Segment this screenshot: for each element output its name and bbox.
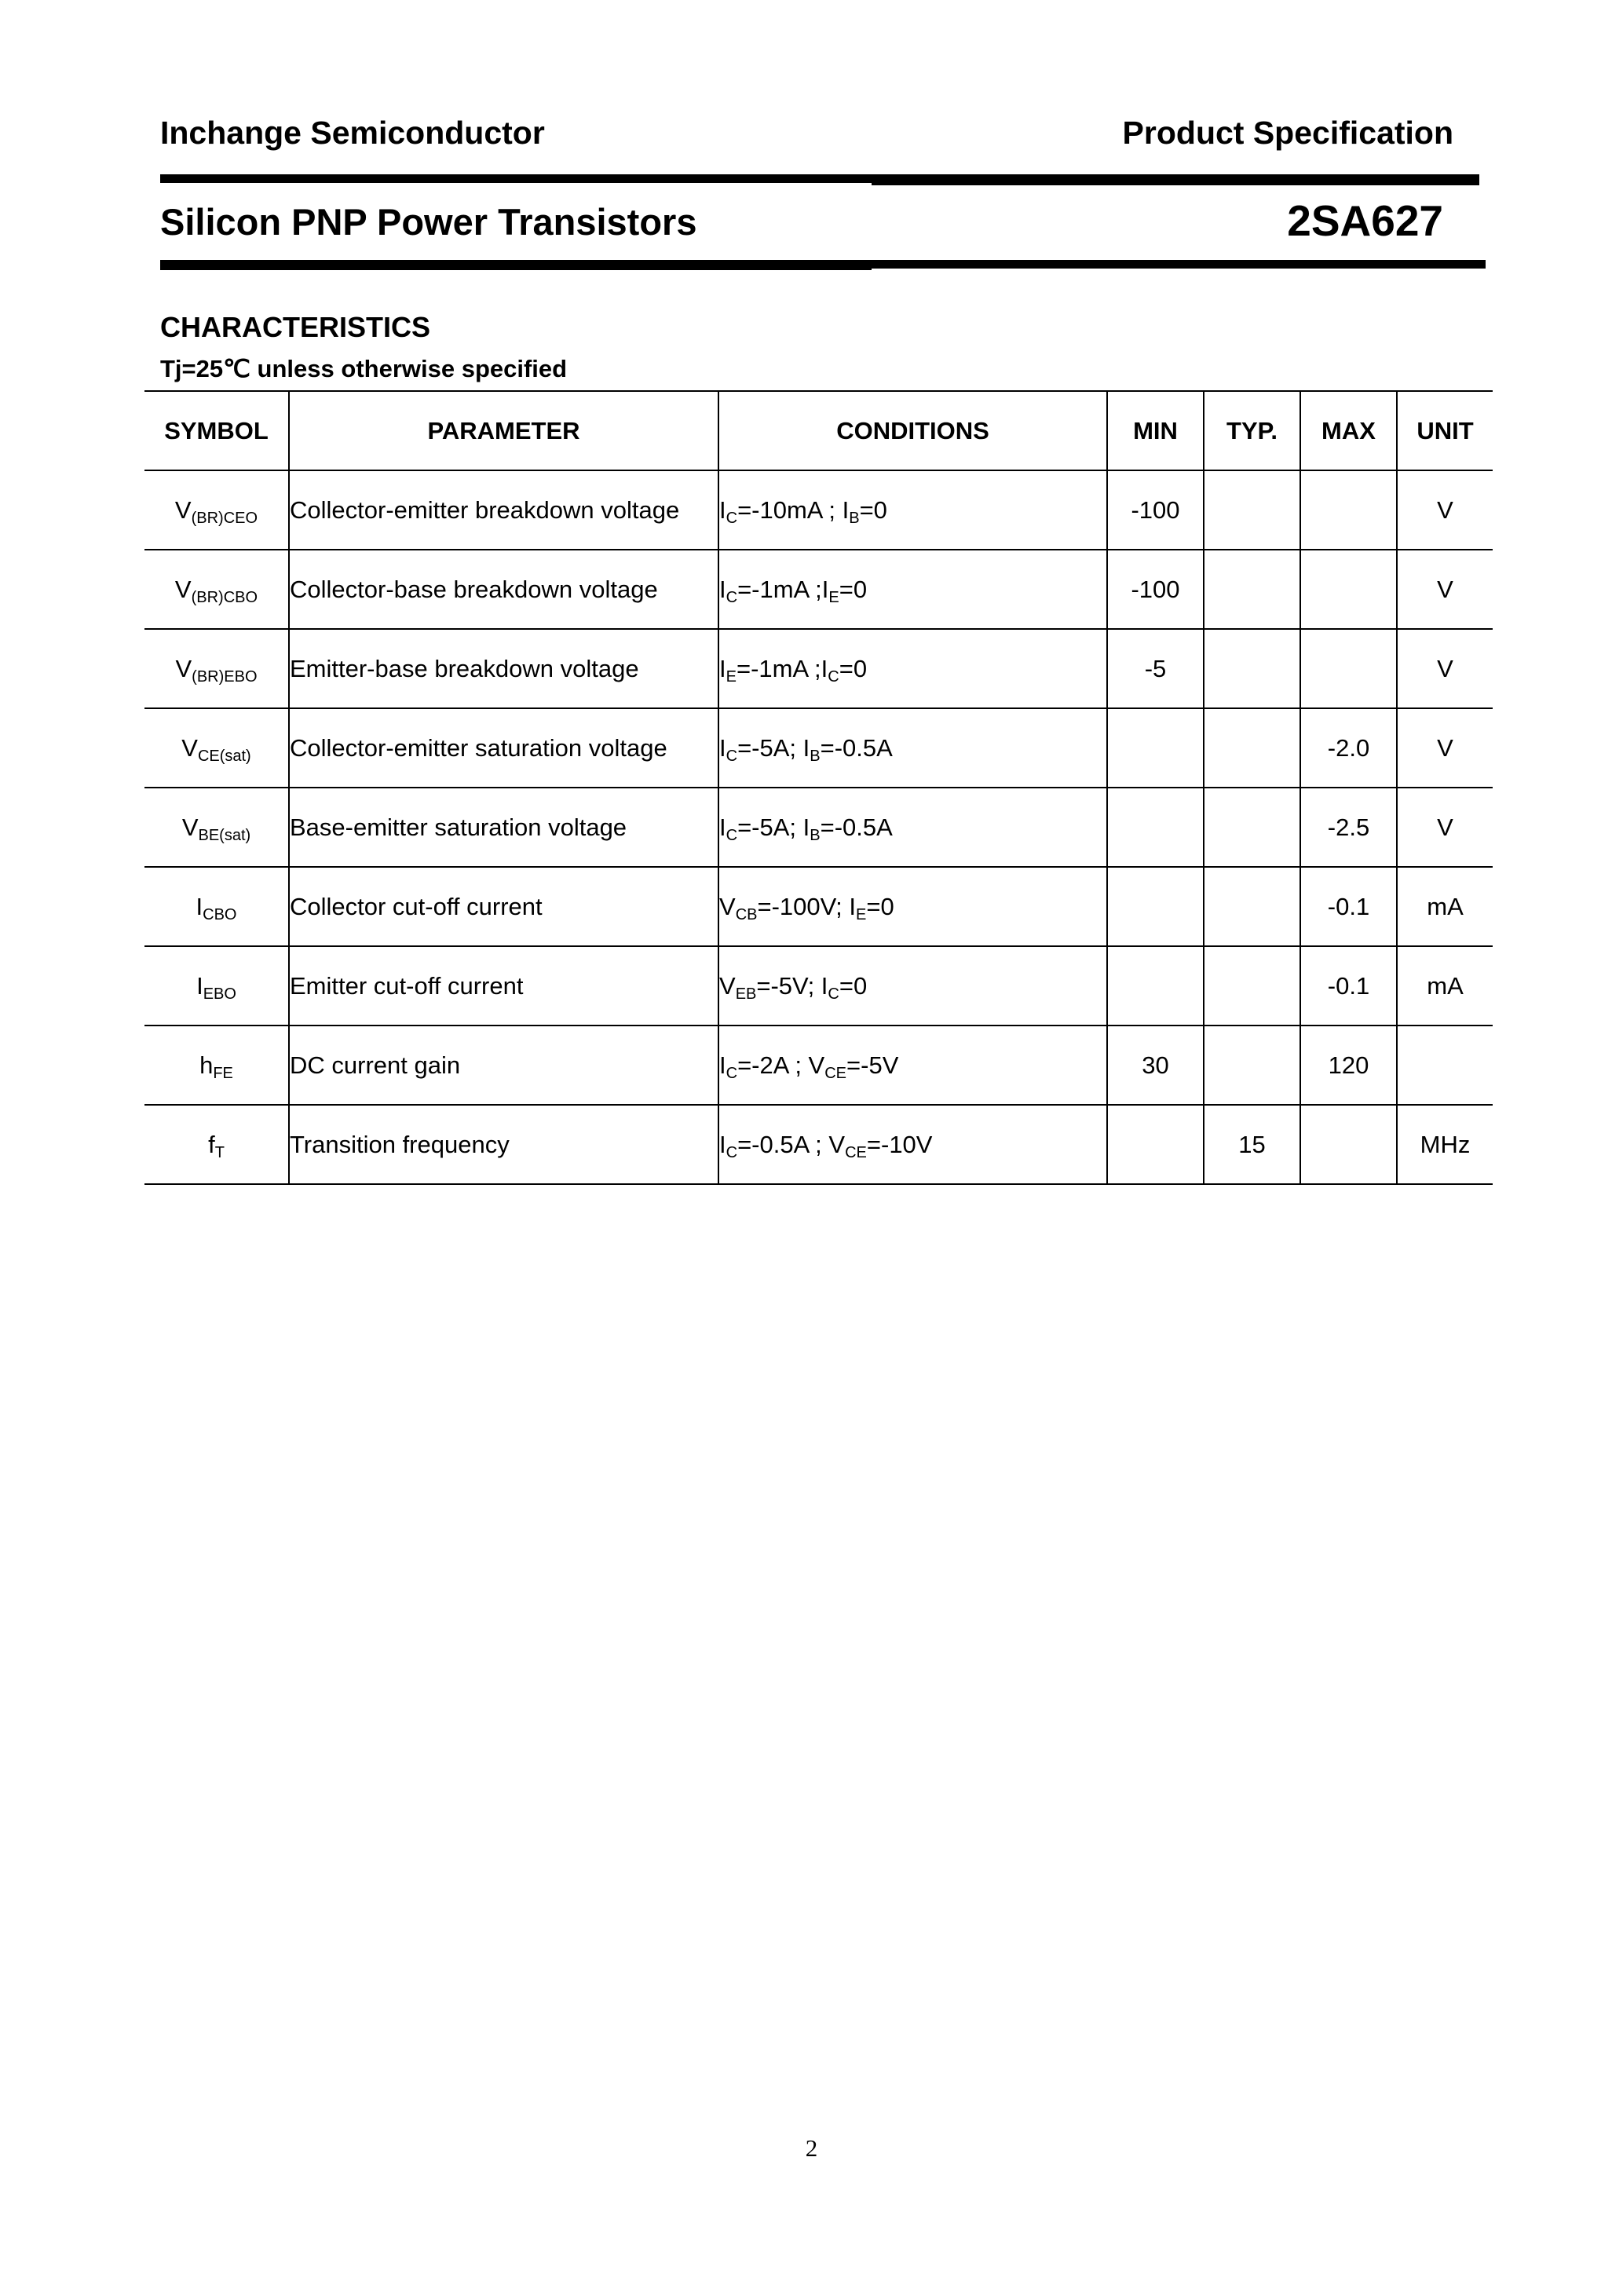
symbol-base: I [196,892,203,920]
condition-text: =0 [839,971,868,1000]
typ-cell [1204,470,1300,550]
condition-subscript: CE [845,1143,867,1161]
parameter-cell: Collector cut-off current [289,867,718,946]
table-row [144,708,1493,788]
conditions-cell [718,550,1107,629]
min-cell: -100 [1107,550,1204,629]
condition-text: I [719,575,726,603]
parameter-cell: Base-emitter saturation voltage [289,788,718,867]
header-unit: UNIT [1397,391,1493,470]
condition-text: =0 [859,495,887,524]
symbol-cell [144,470,289,550]
table-row [144,1026,1493,1105]
unit-cell: V [1397,788,1493,867]
condition-text: =-10V [866,1130,933,1158]
unit-cell: V [1397,550,1493,629]
symbol-base: h [199,1051,214,1079]
min-cell [1107,708,1204,788]
symbol-cell [144,550,289,629]
condition-subscript: C [726,1143,738,1161]
symbol-cell [144,788,289,867]
symbol-cell [144,867,289,946]
typ-cell: 15 [1204,1105,1300,1184]
conditions-cell [718,1026,1107,1105]
header-rule-top-accent [872,181,1479,185]
conditions-cell [718,1105,1107,1184]
parameter-cell: DC current gain [289,1026,718,1105]
symbol-base: I [196,971,203,1000]
unit-cell: mA [1397,946,1493,1026]
condition-subscript: E [828,588,839,606]
header-parameter: PARAMETER [289,391,718,470]
condition-text: =-5A; I [737,813,810,841]
typ-cell [1204,708,1300,788]
symbol-base: V [181,813,199,841]
condition-subscript: C [726,509,738,527]
condition-text: =-5V [846,1051,899,1079]
condition-text: =-1mA ;I [737,575,829,603]
part-number: 2SA627 [1287,196,1443,245]
typ-cell [1204,946,1300,1026]
condition-subscript: E [726,667,737,686]
max-cell: 120 [1300,1026,1397,1105]
condition-text: =0 [839,654,868,682]
condition-text: =-0.5A [820,813,893,841]
symbol-subscript: (BR)EBO [192,667,258,686]
symbol-base: f [208,1130,215,1158]
table-row [144,867,1493,946]
condition-subscript: C [726,588,738,606]
header-conditions: CONDITIONS [718,391,1107,470]
condition-subscript: C [726,1064,738,1082]
condition-text: V [719,892,736,920]
condition-subscript: C [726,826,738,844]
condition-subscript: C [828,985,839,1003]
max-cell [1300,1105,1397,1184]
min-cell: 30 [1107,1026,1204,1105]
condition-subscript: C [726,747,738,765]
condition-text: =-5V; I [756,971,828,1000]
symbol-subscript: (BR)CEO [191,509,258,527]
typ-cell [1204,629,1300,708]
header-typ: TYP. [1204,391,1300,470]
symbol-cell [144,946,289,1026]
min-cell [1107,867,1204,946]
condition-text: =-2A ; V [737,1051,825,1079]
min-cell: -100 [1107,470,1204,550]
table-row [144,1105,1493,1184]
condition-subscript: B [810,826,821,844]
symbol-subscript: FE [213,1064,233,1082]
unit-cell [1397,1026,1493,1105]
min-cell [1107,788,1204,867]
condition-text: I [719,654,726,682]
typ-cell [1204,550,1300,629]
min-cell [1107,946,1204,1026]
unit-cell: V [1397,629,1493,708]
condition-text: I [719,733,726,762]
table-row [144,629,1493,708]
header-symbol: SYMBOL [144,391,289,470]
conditions-cell [718,470,1107,550]
conditions-cell [718,708,1107,788]
parameter-cell: Collector-emitter breakdown voltage [289,470,718,550]
parameter-cell: Transition frequency [289,1105,718,1184]
section-subtitle: Tj=25℃ unless otherwise specified [160,355,568,382]
page-number: 2 [805,2134,818,2162]
symbol-cell [144,708,289,788]
section-title: CHARACTERISTICS [160,311,431,343]
condition-text: I [719,495,726,524]
header-max: MAX [1300,391,1397,470]
symbol-cell [144,629,289,708]
condition-subscript: CE [824,1064,847,1082]
header-rule-bottom-accent [160,266,872,270]
symbol-subscript: (BR)CBO [191,588,258,606]
parameter-cell: Collector-base breakdown voltage [289,550,718,629]
max-cell: -0.1 [1300,867,1397,946]
table-header-row [144,391,1493,470]
min-cell [1107,1105,1204,1184]
typ-cell [1204,1026,1300,1105]
characteristics-table [144,390,1493,1185]
table-row [144,946,1493,1026]
condition-text: =-100V; I [757,892,856,920]
conditions-cell [718,867,1107,946]
symbol-subscript: CBO [203,905,237,923]
conditions-cell [718,946,1107,1026]
unit-cell: MHz [1397,1105,1493,1184]
table-row [144,470,1493,550]
symbol-subscript: EBO [203,985,236,1003]
typ-cell [1204,788,1300,867]
condition-text: I [719,1051,726,1079]
table-row [144,788,1493,867]
condition-subscript: E [856,905,867,923]
unit-cell: mA [1397,867,1493,946]
document-type: Product Specification [1122,115,1453,151]
parameter-cell: Collector-emitter saturation voltage [289,708,718,788]
condition-subscript: B [810,747,821,765]
condition-text: =0 [866,892,894,920]
condition-subscript: EB [735,985,757,1003]
symbol-base: V [181,733,198,762]
min-cell: -5 [1107,629,1204,708]
symbol-base: V [174,495,192,524]
header-min: MIN [1107,391,1204,470]
conditions-cell [718,788,1107,867]
symbol-subscript: CE(sat) [197,747,251,765]
company-name: Inchange Semiconductor [160,115,545,151]
condition-text: I [719,813,726,841]
max-cell [1300,550,1397,629]
conditions-cell [718,629,1107,708]
typ-cell [1204,867,1300,946]
table-row [144,550,1493,629]
condition-subscript: B [849,509,860,527]
symbol-subscript: T [214,1143,225,1161]
parameter-cell: Emitter cut-off current [289,946,718,1026]
parameter-cell: Emitter-base breakdown voltage [289,629,718,708]
condition-text: I [719,1130,726,1158]
condition-subscript: C [828,667,839,686]
product-title: Silicon PNP Power Transistors [160,201,697,243]
max-cell: -2.0 [1300,708,1397,788]
condition-text: =-5A; I [737,733,810,762]
condition-text: =-10mA ; I [737,495,850,524]
symbol-base: V [174,575,192,603]
condition-text: =0 [839,575,868,603]
condition-text: =-0.5A ; V [737,1130,846,1158]
max-cell: -0.1 [1300,946,1397,1026]
condition-text: =-0.5A [820,733,893,762]
condition-text: =-1mA ;I [736,654,828,682]
table-body [144,470,1493,1184]
symbol-base: V [175,654,192,682]
unit-cell: V [1397,708,1493,788]
symbol-cell [144,1105,289,1184]
condition-subscript: CB [735,905,758,923]
max-cell: -2.5 [1300,788,1397,867]
condition-text: V [719,971,736,1000]
symbol-cell [144,1026,289,1105]
max-cell [1300,629,1397,708]
symbol-subscript: BE(sat) [198,826,251,844]
max-cell [1300,470,1397,550]
unit-cell: V [1397,470,1493,550]
